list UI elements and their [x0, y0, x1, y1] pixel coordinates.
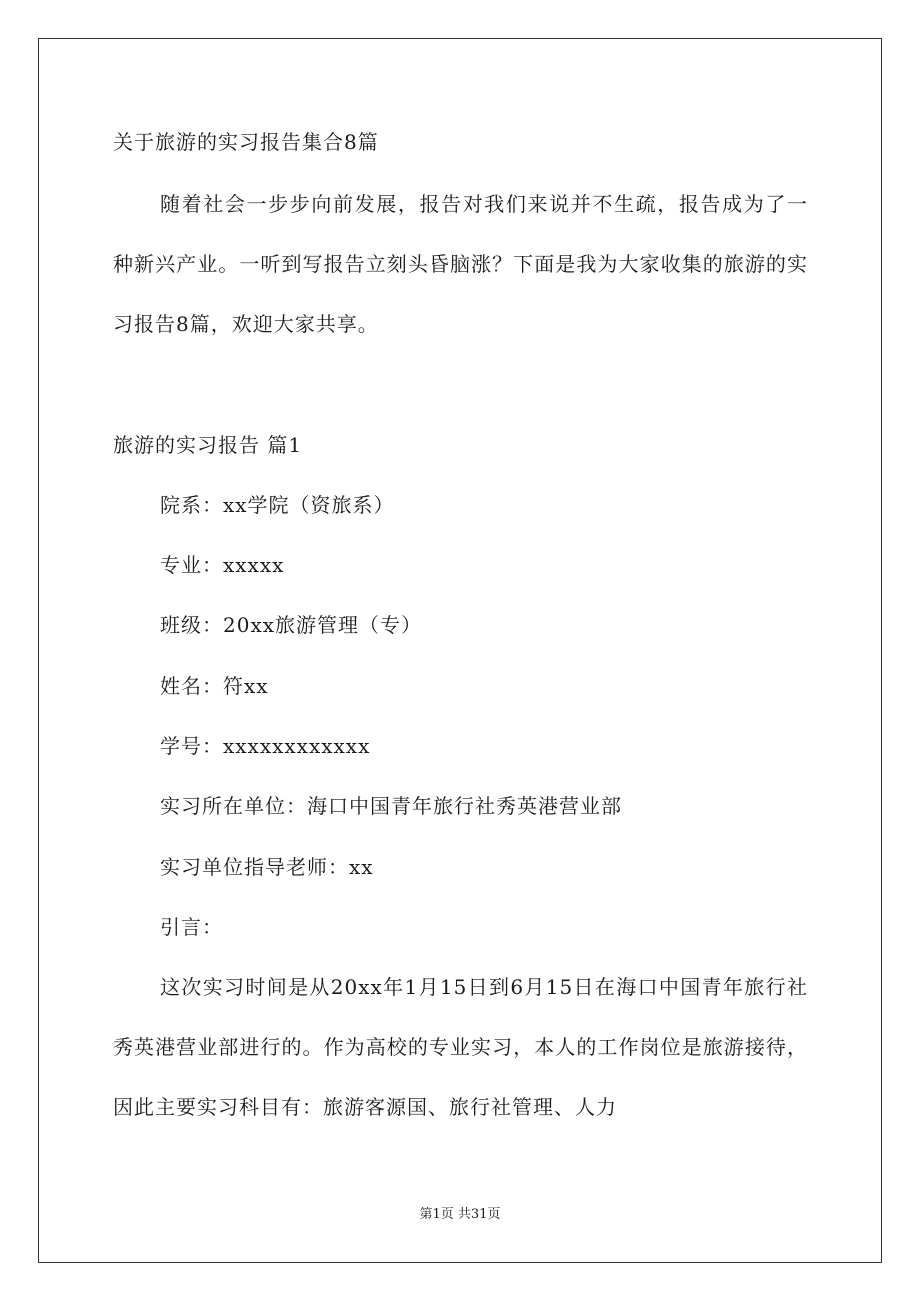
field-class: 班级：20xx旅游管理（专） — [160, 613, 423, 637]
body-paragraph: 这次实习时间是从20xx年1月15日到6月15日在海口中国青年旅行社秀英港营业部进行的。作为高校的专业实习，本人的工作岗位是旅游接待，因此主要实习科目有：旅游客源国、旅行社管理、人力 — [113, 975, 808, 1119]
field-supervisor: 实习单位指导老师：xx — [160, 855, 374, 879]
field-introduction-label: 引言： — [160, 915, 223, 939]
intro-paragraph: 随着社会一步步向前发展，报告对我们来说并不生疏，报告成为了一种新兴产业。一听到写报告立刻头昏脑涨？下面是我为大家收集的旅游的实习报告8篇，欢迎大家共享。 — [113, 192, 808, 336]
field-major: 专业：xxxxx — [160, 553, 285, 577]
page-footer: 第1页 共31页 — [419, 1207, 501, 1222]
document-title: 关于旅游的实习报告集合8篇 — [113, 130, 379, 154]
field-department: 院系：xx学院（资旅系） — [160, 493, 395, 517]
field-name: 姓名：符xx — [160, 674, 269, 698]
field-student-id: 学号：xxxxxxxxxxxx — [160, 734, 371, 758]
field-internship-unit: 实习所在单位：海口中国青年旅行社秀英港营业部 — [160, 794, 622, 818]
section-heading: 旅游的实习报告 篇1 — [113, 433, 303, 457]
